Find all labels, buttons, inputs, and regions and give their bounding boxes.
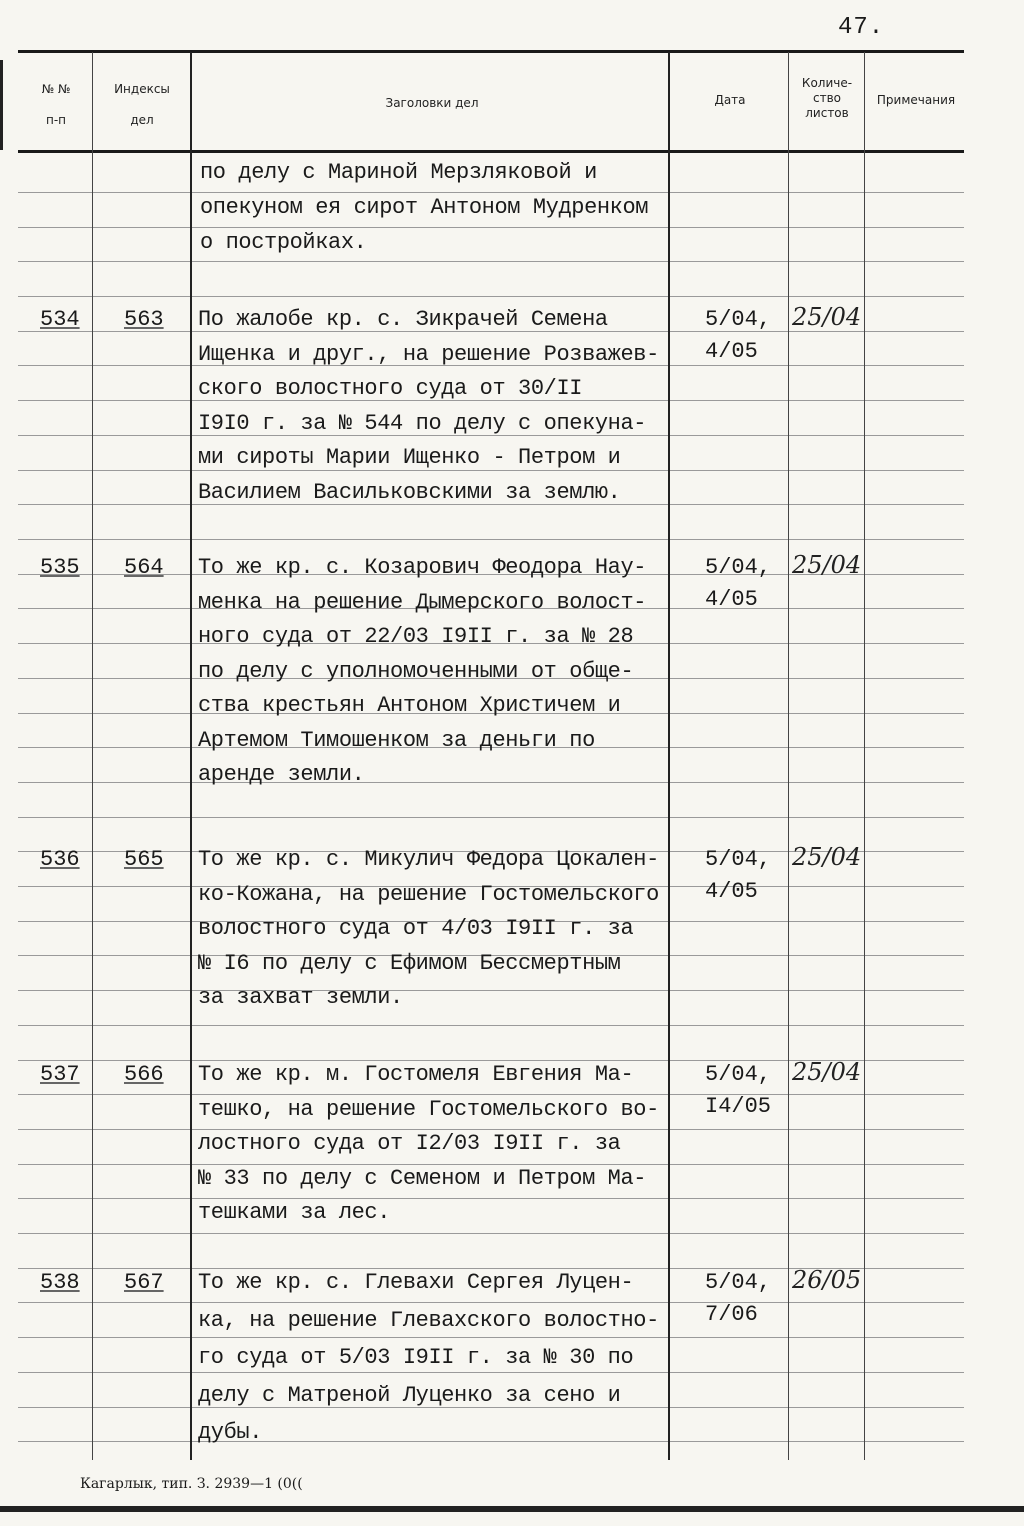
title-line: По жалобе кр. с. Зикрачей Семена xyxy=(198,307,608,332)
ruled-line xyxy=(18,1302,964,1303)
title-line: № I6 по делу с Ефимом Бессмертным xyxy=(198,951,621,976)
date-start: 5/04, xyxy=(705,1062,772,1087)
date-start: 5/04, xyxy=(705,1270,772,1295)
ruled-line xyxy=(18,817,964,818)
ruled-line xyxy=(18,296,964,297)
column-rule xyxy=(190,52,192,1460)
date-end: 4/05 xyxy=(705,879,758,904)
title-line: ства крестьян Антоном Христичем и xyxy=(198,693,621,718)
printer-imprint: Кагарлык, тип. З. 2939—1 (0(( xyxy=(80,1476,303,1492)
ruled-line xyxy=(18,192,964,193)
title-line: менка на решение Дымерского волост- xyxy=(198,590,647,615)
column-rule xyxy=(92,52,93,1460)
ruled-line xyxy=(18,990,964,991)
binding-edge xyxy=(0,60,3,150)
title-line: То же кр. м. Гостомеля Евгения Ма- xyxy=(198,1062,634,1087)
column-rule xyxy=(788,52,789,1460)
ruled-line xyxy=(18,1372,964,1373)
ruled-line xyxy=(18,1164,964,1165)
title-line: по делу с Мариной Мерзляковой и xyxy=(200,160,597,185)
date-end: 4/05 xyxy=(705,587,758,612)
title-line: тешками за лес. xyxy=(198,1200,391,1225)
header-top-rule xyxy=(18,50,964,53)
date-start: 5/04, xyxy=(705,307,772,332)
sheet-count-handwritten: 25/04 xyxy=(792,1058,862,1086)
ruled-line xyxy=(18,227,964,228)
entry-number: 536 xyxy=(40,847,80,872)
ruled-line xyxy=(18,539,964,540)
header-date: Дата xyxy=(714,93,746,107)
header-number: № № п-п xyxy=(41,82,71,127)
title-line: То же кр. с. Микулич Федора Цокален- xyxy=(198,847,659,872)
header-notes: Примечания xyxy=(876,93,956,107)
ruled-line xyxy=(18,1025,964,1026)
date-end: 7/06 xyxy=(705,1302,758,1327)
title-line: Василием Васильковскими за землю. xyxy=(198,480,621,505)
title-line: по делу с уполномоченными от обще- xyxy=(198,659,634,684)
sheet-count-handwritten: 25/04 xyxy=(792,551,862,579)
header-titles: Заголовки дел xyxy=(385,96,479,110)
ruled-line xyxy=(18,1198,964,1199)
date-end: I4/05 xyxy=(705,1094,772,1119)
title-line: аренде земли. xyxy=(198,762,365,787)
header-index: Индексы дел xyxy=(114,82,170,127)
title-line: о постройках. xyxy=(200,230,367,255)
sheet-count-handwritten: 26/05 xyxy=(792,1266,862,1294)
header-bottom-rule xyxy=(18,150,964,153)
title-line: ка, на решение Глевахского волостно- xyxy=(198,1308,659,1333)
column-rule xyxy=(864,52,865,1460)
title-line: То же кр. с. Козарович Феодора Нау- xyxy=(198,555,647,580)
ruled-line xyxy=(18,1094,964,1095)
date-end: 4/05 xyxy=(705,339,758,364)
entry-number: 538 xyxy=(40,1270,80,1295)
title-line: за захват земли. xyxy=(198,985,403,1010)
entry-number: 534 xyxy=(40,307,80,332)
title-line: волостного суда от 4/03 I9II г. за xyxy=(198,916,634,941)
title-line: Ищенка и друг., на решение Розважев- xyxy=(198,342,659,367)
title-line: ского волостного суда от 30/II xyxy=(198,376,583,401)
title-line: ного суда от 22/03 I9II г. за № 28 xyxy=(198,624,634,649)
title-line: То же кр. с. Глевахи Сергея Луцен- xyxy=(198,1270,634,1295)
ruled-line xyxy=(18,261,964,262)
entry-index: 565 xyxy=(124,847,164,872)
title-line: ко-Кожана, на решение Гостомельского xyxy=(198,882,659,907)
title-line: ми сироты Марии Ищенко - Петром и xyxy=(198,445,621,470)
entry-index: 567 xyxy=(124,1270,164,1295)
bottom-edge xyxy=(0,1506,1024,1512)
title-line: № 33 по делу с Семеном и Петром Ма- xyxy=(198,1166,647,1191)
date-start: 5/04, xyxy=(705,847,772,872)
title-line: го суда от 5/03 I9II г. за № 30 по xyxy=(198,1345,634,1370)
entry-index: 563 xyxy=(124,307,164,332)
header-sheet-count: Количе- ство листов xyxy=(801,76,853,120)
ruled-line xyxy=(18,1337,964,1338)
sheet-count-handwritten: 25/04 xyxy=(792,843,862,871)
title-line: делу с Матреной Луценко за сено и xyxy=(198,1383,621,1408)
title-line: опекуном ея сирот Антоном Мудренком xyxy=(200,195,649,220)
ruled-line xyxy=(18,1441,964,1442)
entry-number: 535 xyxy=(40,555,80,580)
ruled-line xyxy=(18,1129,964,1130)
title-line: лостного суда от I2/03 I9II г. за xyxy=(198,1131,621,1156)
title-line: тешко, на решение Гостомельского во- xyxy=(198,1097,659,1122)
title-line: Артемом Тимошенком за деньги по xyxy=(198,728,595,753)
date-start: 5/04, xyxy=(705,555,772,580)
title-line: I9I0 г. за № 544 по делу с опекуна- xyxy=(198,411,647,436)
title-line: дубы. xyxy=(198,1420,263,1445)
page-number: 47. xyxy=(838,14,885,41)
entry-index: 564 xyxy=(124,555,164,580)
ruled-line xyxy=(18,782,964,783)
sheet-count-handwritten: 25/04 xyxy=(792,303,862,331)
entry-index: 566 xyxy=(124,1062,164,1087)
entry-number: 537 xyxy=(40,1062,80,1087)
column-rule xyxy=(668,52,670,1460)
ruled-line xyxy=(18,470,964,471)
ruled-line xyxy=(18,1233,964,1234)
